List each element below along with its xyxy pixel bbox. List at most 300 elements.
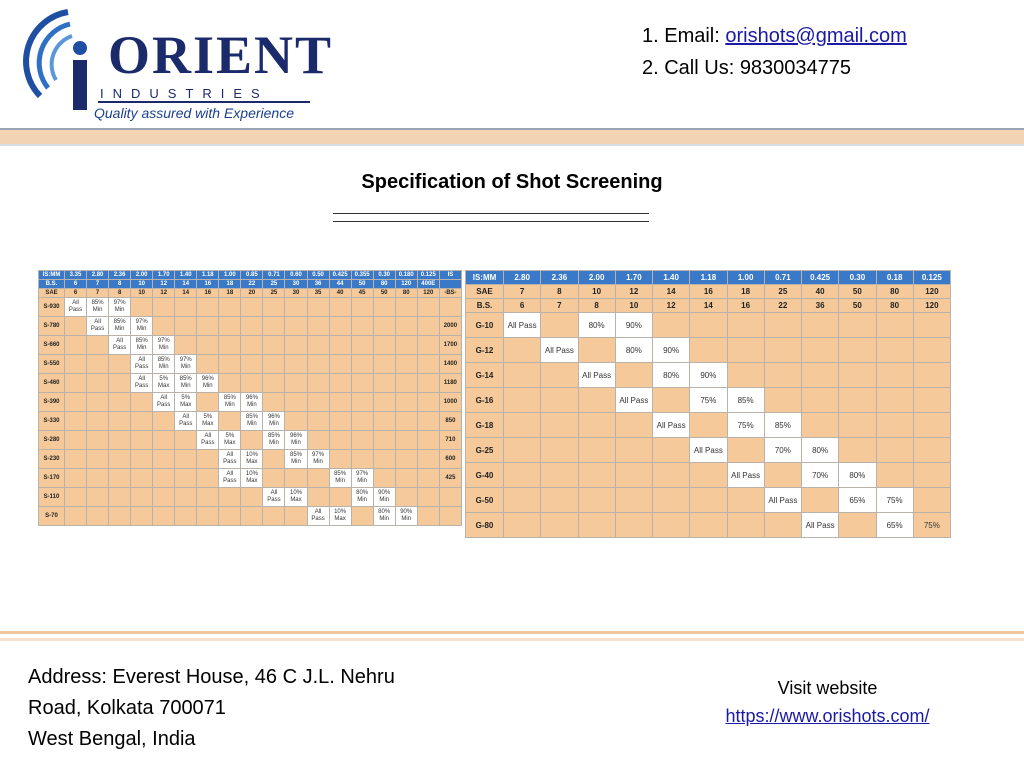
header-cell: 16 (690, 285, 727, 299)
table-cell (373, 336, 395, 355)
table-cell (690, 513, 727, 538)
table-row (466, 488, 951, 513)
table-cell (263, 298, 285, 317)
table-cell (351, 450, 373, 469)
table-cell (175, 469, 197, 488)
table-cell: 96% Min (263, 412, 285, 431)
phone-line (642, 52, 907, 84)
header-cell: 16 (197, 280, 219, 289)
header-cell: 14 (653, 285, 690, 299)
header-cell: 400E (417, 280, 439, 289)
table-cell: 96% Min (241, 393, 263, 412)
table-cell (351, 374, 373, 393)
table-row (39, 469, 462, 488)
header-cell: 10 (578, 285, 615, 299)
table-header-row (466, 299, 951, 313)
table-cell (417, 507, 439, 526)
table-cell (541, 488, 578, 513)
table-cell (153, 469, 175, 488)
address-line-3: West Bengal, India (28, 728, 196, 750)
table-cell (65, 374, 87, 393)
row-label-cell: S-170 (39, 469, 65, 488)
table-cell (395, 355, 417, 374)
header-cell: 120 (395, 280, 417, 289)
header-cell: 8 (109, 280, 131, 289)
table-cell: All Pass (87, 317, 109, 336)
header-cell: 6 (65, 280, 87, 289)
table-cell (839, 438, 876, 463)
header-cell: 2.80 (87, 271, 109, 280)
table-cell (727, 488, 764, 513)
header-cell: 16 (197, 289, 219, 298)
header-cell: 7 (541, 299, 578, 313)
row-label-cell: S-230 (39, 450, 65, 469)
header-cell: 30 (285, 280, 307, 289)
table-cell: 65% (839, 488, 876, 513)
table-cell: 96% Min (285, 431, 307, 450)
table-cell (764, 388, 801, 413)
header-cell: 18 (219, 289, 241, 298)
table-cell (764, 313, 801, 338)
table-cell (263, 317, 285, 336)
table-cell (351, 298, 373, 317)
table-cell: All Pass (307, 507, 329, 526)
table-cell (153, 412, 175, 431)
table-row (39, 412, 462, 431)
table-cell (876, 413, 913, 438)
table-cell (329, 298, 351, 317)
table-cell (578, 488, 615, 513)
table-cell: All Pass (727, 463, 764, 488)
header-cell: 7 (87, 280, 109, 289)
table-cell (241, 355, 263, 374)
table-cell: 90% (690, 363, 727, 388)
table-cell (764, 363, 801, 388)
table-cell (913, 338, 950, 363)
table-cell (351, 317, 373, 336)
table-cell (329, 412, 351, 431)
header-cell: 12 (653, 299, 690, 313)
table-cell (876, 313, 913, 338)
row-label-cell: G-16 (466, 388, 504, 413)
table-cell (65, 507, 87, 526)
table-cell (727, 513, 764, 538)
table-cell: 85% Min (175, 374, 197, 393)
table-cell: All Pass (263, 488, 285, 507)
table-cell (802, 488, 839, 513)
header-cell: 0.355 (351, 271, 373, 280)
table-cell (87, 469, 109, 488)
table-cell: 90% Min (395, 507, 417, 526)
table-cell (153, 450, 175, 469)
row-label-cell: S-660 (39, 336, 65, 355)
table-cell: All Pass (153, 393, 175, 412)
table-row (39, 488, 462, 507)
table-cell (65, 317, 87, 336)
table-cell (285, 336, 307, 355)
header-cell: 80 (395, 289, 417, 298)
table-cell: 90% Min (373, 488, 395, 507)
header-cell: 20 (241, 289, 263, 298)
row-label-cell: G-25 (466, 438, 504, 463)
title-underline (333, 213, 649, 214)
table-cell (439, 488, 461, 507)
steel-shot-screening-table (38, 270, 462, 526)
header-cell: 2.36 (541, 271, 578, 285)
website-link[interactable]: https://www.orishots.com/ (725, 706, 930, 726)
table-cell (351, 507, 373, 526)
table-cell (351, 393, 373, 412)
table-cell (241, 336, 263, 355)
header-cell: 80 (373, 280, 395, 289)
header-cell: 14 (175, 289, 197, 298)
table-row (39, 431, 462, 450)
table-cell: All Pass (131, 374, 153, 393)
table-cell: 85% Min (241, 412, 263, 431)
table-cell (87, 450, 109, 469)
header-cell: 12 (153, 289, 175, 298)
table-row (466, 438, 951, 463)
phone-label: 2. Call Us: (642, 57, 740, 79)
table-cell (839, 363, 876, 388)
table-cell (504, 438, 541, 463)
table-cell: 80% Min (351, 488, 373, 507)
steel-grit-screening-table (465, 270, 951, 538)
header-cell: 0.30 (373, 271, 395, 280)
table-cell: All Pass (690, 438, 727, 463)
table-cell (578, 513, 615, 538)
table-cell (395, 298, 417, 317)
table-cell: 75% (876, 488, 913, 513)
header-cell: SAE (39, 289, 65, 298)
table-cell (417, 431, 439, 450)
table-cell (653, 388, 690, 413)
table-cell (417, 355, 439, 374)
table-cell (802, 388, 839, 413)
table-cell (876, 438, 913, 463)
table-cell (541, 363, 578, 388)
table-cell (615, 438, 652, 463)
table-cell (241, 317, 263, 336)
table-cell (197, 507, 219, 526)
logo-divider (98, 101, 310, 103)
table-cell (417, 298, 439, 317)
table-cell (197, 469, 219, 488)
table-row (39, 507, 462, 526)
header-cell: 0.18 (876, 271, 913, 285)
table-cell: 70% (764, 438, 801, 463)
header-cell: 0.71 (764, 271, 801, 285)
table-cell: 5% Max (153, 374, 175, 393)
table-cell (65, 450, 87, 469)
table-cell: 5% Max (197, 412, 219, 431)
table-cell (329, 374, 351, 393)
website-label: Visit website (777, 678, 878, 698)
table-cell (504, 488, 541, 513)
table-cell (109, 393, 131, 412)
header-cell: 18 (727, 285, 764, 299)
table-cell (876, 463, 913, 488)
header-cell: 120 (913, 285, 950, 299)
table-cell (578, 338, 615, 363)
header-cell: 0.125 (913, 271, 950, 285)
header-cell: 6 (504, 299, 541, 313)
table-cell (329, 336, 351, 355)
table-cell: 1400 (439, 355, 461, 374)
row-label-cell: G-80 (466, 513, 504, 538)
email-link[interactable]: orishots@gmail.com (725, 25, 907, 47)
table-cell (439, 507, 461, 526)
table-cell (197, 488, 219, 507)
header-cell: 40 (329, 289, 351, 298)
table-cell (285, 355, 307, 374)
table-cell (690, 413, 727, 438)
table-cell (131, 393, 153, 412)
header-cell: 30 (285, 289, 307, 298)
table-cell: 80% Min (373, 507, 395, 526)
table-cell (578, 413, 615, 438)
table-cell (263, 450, 285, 469)
table-header-row (39, 271, 462, 280)
table-cell: 97% Min (175, 355, 197, 374)
header-cell: 1.40 (653, 271, 690, 285)
table-cell (131, 507, 153, 526)
row-label-cell: G-40 (466, 463, 504, 488)
table-cell (839, 513, 876, 538)
table-cell: 710 (439, 431, 461, 450)
table-cell: All Pass (175, 412, 197, 431)
table-cell (175, 336, 197, 355)
table-cell: All Pass (197, 431, 219, 450)
table-cell (307, 374, 329, 393)
table-cell (373, 355, 395, 374)
header-cell: 25 (263, 280, 285, 289)
table-header-row (466, 271, 951, 285)
table-cell: 75% (690, 388, 727, 413)
table-cell (131, 298, 153, 317)
header-cell: 22 (241, 280, 263, 289)
table-cell: 96% Min (197, 374, 219, 393)
header-cell: 50 (351, 280, 373, 289)
table-cell (87, 374, 109, 393)
table-cell (690, 488, 727, 513)
table-cell: 10% Max (241, 450, 263, 469)
header-cell: 80 (876, 299, 913, 313)
header-cell: 50 (839, 299, 876, 313)
table-cell: All Pass (578, 363, 615, 388)
header-cell: 36 (307, 280, 329, 289)
header-cell: SAE (466, 285, 504, 299)
table-cell (307, 412, 329, 431)
table-cell (175, 488, 197, 507)
table-cell: All Pass (131, 355, 153, 374)
table-cell (109, 488, 131, 507)
table-cell (109, 355, 131, 374)
table-cell (541, 463, 578, 488)
table-cell (373, 450, 395, 469)
title-underline-second (333, 221, 649, 222)
table-cell (417, 450, 439, 469)
table-cell (839, 413, 876, 438)
table-cell: All Pass (109, 336, 131, 355)
table-cell (541, 413, 578, 438)
address-line-2: Road, Kolkata 700071 (28, 697, 226, 719)
table-cell (263, 336, 285, 355)
header-cell: 1.70 (615, 271, 652, 285)
table-cell: 10% Max (285, 488, 307, 507)
table-cell: 1000 (439, 393, 461, 412)
table-row (466, 388, 951, 413)
table-cell (197, 298, 219, 317)
header-cell: 0.71 (263, 271, 285, 280)
table-cell (876, 388, 913, 413)
address-block (28, 662, 395, 755)
table-cell (263, 507, 285, 526)
header-cell: 14 (175, 280, 197, 289)
header-cell: 1.00 (219, 271, 241, 280)
row-label-cell: S-110 (39, 488, 65, 507)
table-cell: All Pass (219, 450, 241, 469)
table-cell (913, 413, 950, 438)
table-cell (578, 438, 615, 463)
table-cell (131, 488, 153, 507)
table-cell (395, 317, 417, 336)
table-cell (285, 469, 307, 488)
table-cell (727, 338, 764, 363)
table-cell (653, 513, 690, 538)
header-cell: 2.36 (109, 271, 131, 280)
table-cell: 85% Min (219, 393, 241, 412)
table-cell (578, 388, 615, 413)
table-cell: 90% (615, 313, 652, 338)
table-cell (504, 513, 541, 538)
address-line-1: Address: Everest House, 46 C J.L. Nehru (28, 666, 395, 688)
header-cell: 0.50 (307, 271, 329, 280)
table-cell (802, 413, 839, 438)
table-cell (395, 336, 417, 355)
table-cell (504, 363, 541, 388)
table-header-row (466, 285, 951, 299)
header-cell: 10 (615, 299, 652, 313)
row-label-cell: S-460 (39, 374, 65, 393)
table-cell (241, 374, 263, 393)
table-cell (263, 374, 285, 393)
table-cell (913, 363, 950, 388)
table-cell (913, 313, 950, 338)
table-cell (219, 355, 241, 374)
table-cell (541, 513, 578, 538)
table-cell (285, 317, 307, 336)
table-cell: 85% Min (329, 469, 351, 488)
table-cell: All Pass (504, 313, 541, 338)
table-cell (219, 488, 241, 507)
header-cell: 16 (727, 299, 764, 313)
table-cell (131, 469, 153, 488)
table-cell: 80% (802, 438, 839, 463)
table-cell (653, 313, 690, 338)
row-label-cell: S-780 (39, 317, 65, 336)
table-cell (87, 336, 109, 355)
table-cell (109, 431, 131, 450)
table-cell (351, 336, 373, 355)
header-cell: B.S. (39, 280, 65, 289)
row-label-cell: G-50 (466, 488, 504, 513)
table-cell (395, 412, 417, 431)
table-cell (351, 412, 373, 431)
table-cell (764, 513, 801, 538)
table-cell (109, 469, 131, 488)
table-cell: 80% (615, 338, 652, 363)
table-cell: 85% Min (263, 431, 285, 450)
table-cell: All Pass (219, 469, 241, 488)
header-cell: 18 (219, 280, 241, 289)
header-cell: 0.85 (241, 271, 263, 280)
header-cell: 120 (913, 299, 950, 313)
table-cell (351, 431, 373, 450)
table-cell (395, 374, 417, 393)
table-cell: 70% (802, 463, 839, 488)
table-cell (417, 488, 439, 507)
table-cell (65, 412, 87, 431)
table-cell (153, 317, 175, 336)
website-block (700, 674, 955, 730)
header-cell: 10 (131, 280, 153, 289)
table-cell (263, 355, 285, 374)
table-cell (578, 463, 615, 488)
table-cell (373, 393, 395, 412)
table-cell (285, 374, 307, 393)
table-cell (307, 431, 329, 450)
table-cell (690, 338, 727, 363)
table-row (39, 355, 462, 374)
table-cell (504, 463, 541, 488)
table-cell (219, 374, 241, 393)
table-cell: 80% (653, 363, 690, 388)
table-cell (109, 450, 131, 469)
table-cell (373, 469, 395, 488)
header-cell: 80 (876, 285, 913, 299)
header-cell: 0.125 (417, 271, 439, 280)
table-cell (197, 317, 219, 336)
table-cell (307, 298, 329, 317)
table-cell (87, 355, 109, 374)
table-cell (241, 488, 263, 507)
table-cell (329, 488, 351, 507)
header-cell: 0.180 (395, 271, 417, 280)
row-label-cell: S-280 (39, 431, 65, 450)
table-cell (175, 507, 197, 526)
table-cell (197, 393, 219, 412)
row-label-cell: S-930 (39, 298, 65, 317)
table-cell (417, 393, 439, 412)
table-cell (727, 363, 764, 388)
table-cell (87, 431, 109, 450)
header-cell: 1.18 (197, 271, 219, 280)
header-cell: 25 (263, 289, 285, 298)
page-title: Specification of Shot Screening (361, 171, 663, 193)
table-cell: All Pass (615, 388, 652, 413)
table-cell (653, 438, 690, 463)
table-row (466, 463, 951, 488)
table-cell (219, 317, 241, 336)
table-cell (329, 393, 351, 412)
table-row (466, 313, 951, 338)
table-cell: 600 (439, 450, 461, 469)
header-cell (439, 280, 461, 289)
header-cell: 50 (839, 285, 876, 299)
table-row (39, 450, 462, 469)
table-cell (131, 450, 153, 469)
